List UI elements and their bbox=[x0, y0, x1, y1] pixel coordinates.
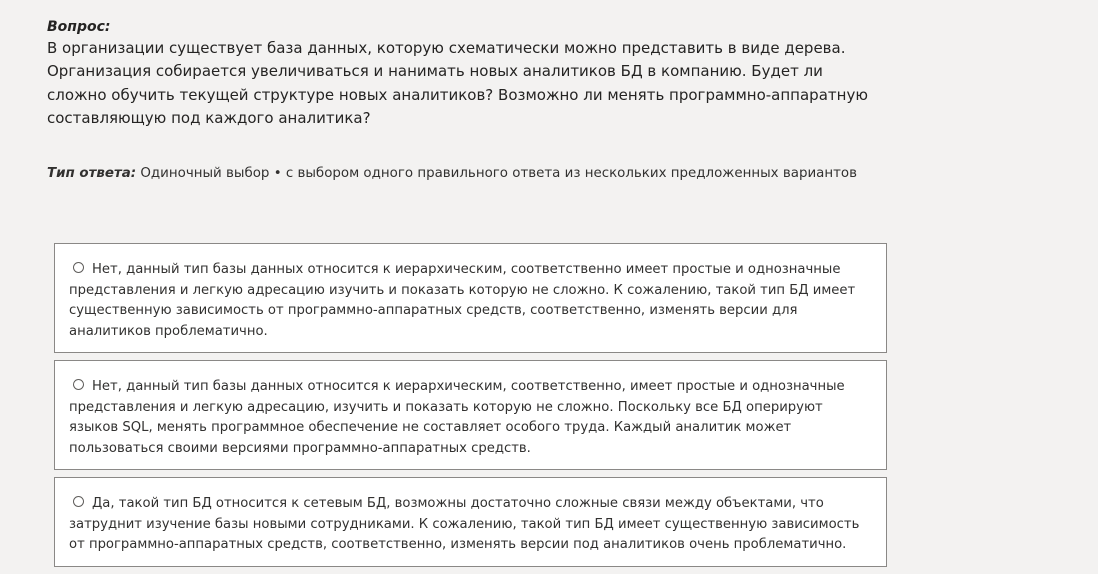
answer-options bbox=[54, 243, 887, 574]
answer-option-2[interactable] bbox=[54, 360, 887, 470]
radio-button-icon[interactable] bbox=[73, 379, 84, 390]
answer-option-text: Нет, данный тип базы данных относится к иерархическим, соответственно имеет простые и однозначные представления и легкую адресацию изучить и показать которую не сложно. К сожалению, такой тип БД имеет существенную зависимость от программно-аппаратных средств, соответственно, изменять версии для аналитиков проблематично. bbox=[69, 262, 856, 339]
answer-type-value: Одиночный выбор • с выбором одного правильного ответа из нескольких предложенных вариантов bbox=[140, 166, 857, 181]
question-label: Вопрос: bbox=[47, 19, 111, 35]
radio-button-icon[interactable] bbox=[73, 262, 84, 273]
answer-type bbox=[47, 164, 857, 184]
answer-option-text: Нет, данный тип базы данных относится к иерархическим, соответственно, имеет простые и однозначные представления и легкую адресацию, изучить и показать которую не сложно. Поскольку все БД оперируют языков SQL, менять программное обеспечение не составляет особого труда. Каждый аналитик может пользоваться своими версиями программно-аппаратных средств. bbox=[69, 379, 845, 456]
answer-type-label: Тип ответа: bbox=[47, 166, 137, 181]
radio-button-icon[interactable] bbox=[73, 496, 84, 507]
answer-option-1[interactable] bbox=[54, 243, 887, 353]
question-text: В организации существует база данных, которую схематически можно представить в виде дерева. Организация собирается увеличиваться и нанимать новых аналитиков БД в компанию. Будет ли сложно обучить текущей структуре новых аналитиков? Возможно ли менять программно-аппаратную составляющую под каждого аналитика? bbox=[47, 39, 868, 127]
answer-option-3[interactable] bbox=[54, 477, 887, 567]
question-block bbox=[47, 17, 877, 130]
answer-option-text: Да, такой тип БД относится к сетевым БД, возможны достаточно сложные связи между объектами, что затруднит изучение базы новыми сотрудниками. К сожалению, такой тип БД имеет существенную зависимость от программно-аппаратных средств, соответственно, изменять версии под аналитиков очень проблематично. bbox=[69, 496, 860, 552]
